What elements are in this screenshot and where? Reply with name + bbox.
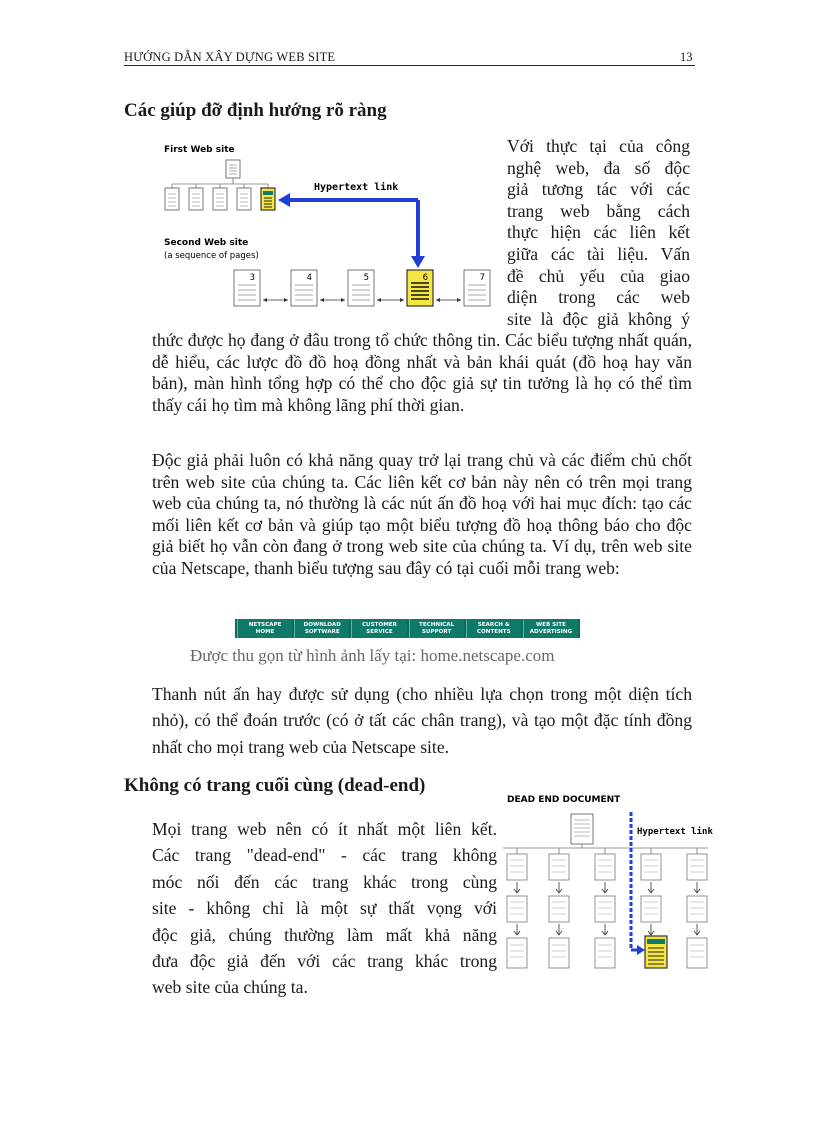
dead-end-diagram [503,790,713,975]
technical-support-button[interactable]: TECHNICAL SUPPORT [409,619,464,638]
para1-line: giữa các tài liệu. Vấn [507,243,690,264]
para1-line: thực hiện các liên kết [507,222,690,243]
para1-line: đề chủ yếu của giao [507,265,690,286]
paragraph-1-continuation: thức được họ đang ở đâu trong tổ chức thông tin. Các biểu tượng nhất quán, dễ hiểu, các lược đồ đồ hoạ đồng nhất và bản khái quát (đồ hoạ hay văn bản), màn hình tổng hợp có thể cho độc giả sự tin tưởng là họ có thể tìm thấy cái họ tìm mà không lãng phí thời gian. [152,330,692,415]
paragraph-dead-end [152,816,497,1001]
para1-line: Với thực tại của công [507,136,690,156]
paragraph-2: Độc giả phải luôn có khả năng quay trở lại trang chủ và các điểm chủ chốt trên web site của chúng ta. Các liên kết cơ bản này nên có trên mọi trang web của chúng ta, nó thường là các nút ấn đồ hoạ với hai mục đích: tạo các mối liên kết cơ bản và giúp tạo một biểu tượng đồ hoạ thông báo cho độc giả biết họ vẫn còn đang ở trong web site của chúng ta. Ví dụ, trên web site của Netscape, thanh biểu tượng sau đây có tại cuối mỗi trang web: [152,450,692,578]
dead-end-figure [503,790,713,975]
home-page-icon [226,160,240,178]
tree-connectors [172,178,268,188]
second-site-sublabel: (a sequence of pages) [164,251,259,261]
para1-line: diện trong các web [507,287,690,308]
dead-end-line: đưa độc giả đến với các trang khác trong [152,951,497,972]
section-heading-dead-end: Không có trang cuối cùng (dead-end) [124,775,426,796]
page-number-6: 6 [422,273,428,283]
child-pages [165,188,275,210]
dead-end-line: Mọi trang web nên có ít nhất một liên kết. [152,819,497,839]
top-document-icon [571,814,593,844]
download-software-button[interactable]: DOWNLOAD SOFTWARE [294,619,349,638]
para1-line: trang web bằng cách [507,200,690,221]
search-contents-button[interactable]: SEARCH & CONTENTS [466,619,521,638]
para1-line: giả tương tác với các [507,179,690,200]
section-heading-navigation: Các giúp đỡ định hướng rõ ràng [124,100,387,121]
paragraph-3: Thanh nút ấn hay được sử dụng (cho nhiều lựa chọn trong một diện tích nhỏ), có thể đoán trước (có ở tất các chân trang), và tạo một đặc tính đồng nhất cho mọi trang web của Netscape site. [152,684,692,757]
second-site-label: Second Web site [164,238,249,248]
web-site-advertising-button[interactable]: WEB SITE ADVERTISING [523,619,578,638]
dead-end-line: site - không chỉ là một sự thất vọng với [152,898,497,919]
hyperlink-label: Hypertext link [314,182,399,193]
dead-end-title: DEAD END DOCUMENT [507,795,621,805]
page-number-3: 3 [249,273,255,283]
header-rule [124,65,695,66]
figure-diagram [160,140,500,315]
running-header-title: HƯỚNG DẪN XÂY DỰNG WEB SITE [124,50,336,64]
page-number-7: 7 [479,273,485,283]
customer-service-button[interactable]: CUSTOMER SERVICE [351,619,406,638]
dead-end-line: độc giả, chúng thường làm mất khả năng [152,924,497,945]
hypertext-link-figure [160,140,500,315]
dead-end-line: web site của chúng ta. [152,977,308,998]
page-number-4: 4 [306,273,312,283]
page-number: 13 [680,50,693,64]
para1-line: nghệ web, đa số độc [507,157,690,178]
paragraph-1-wrapped [507,136,690,330]
figure-caption: Được thu gọn từ hình ảnh lấy tại: home.netscape.com [190,646,555,665]
page-sequence [234,270,490,306]
dead-end-hyperlink-label: Hypertext link [637,827,713,837]
first-site-label: First Web site [164,145,235,155]
para1-line: site là độc giả không ý [507,308,690,329]
page-number-5: 5 [363,273,369,283]
netscape-home-button[interactable]: NETSCAPE HOME [237,619,292,638]
dead-end-connectors [503,844,708,854]
dead-end-line: Các trang "dead-end" - các trang không [152,845,497,866]
hypertext-arrow [278,193,425,268]
dead-end-line: móc nối đến các trang khác trong cùng [152,871,497,892]
netscape-button-bar [235,619,580,638]
